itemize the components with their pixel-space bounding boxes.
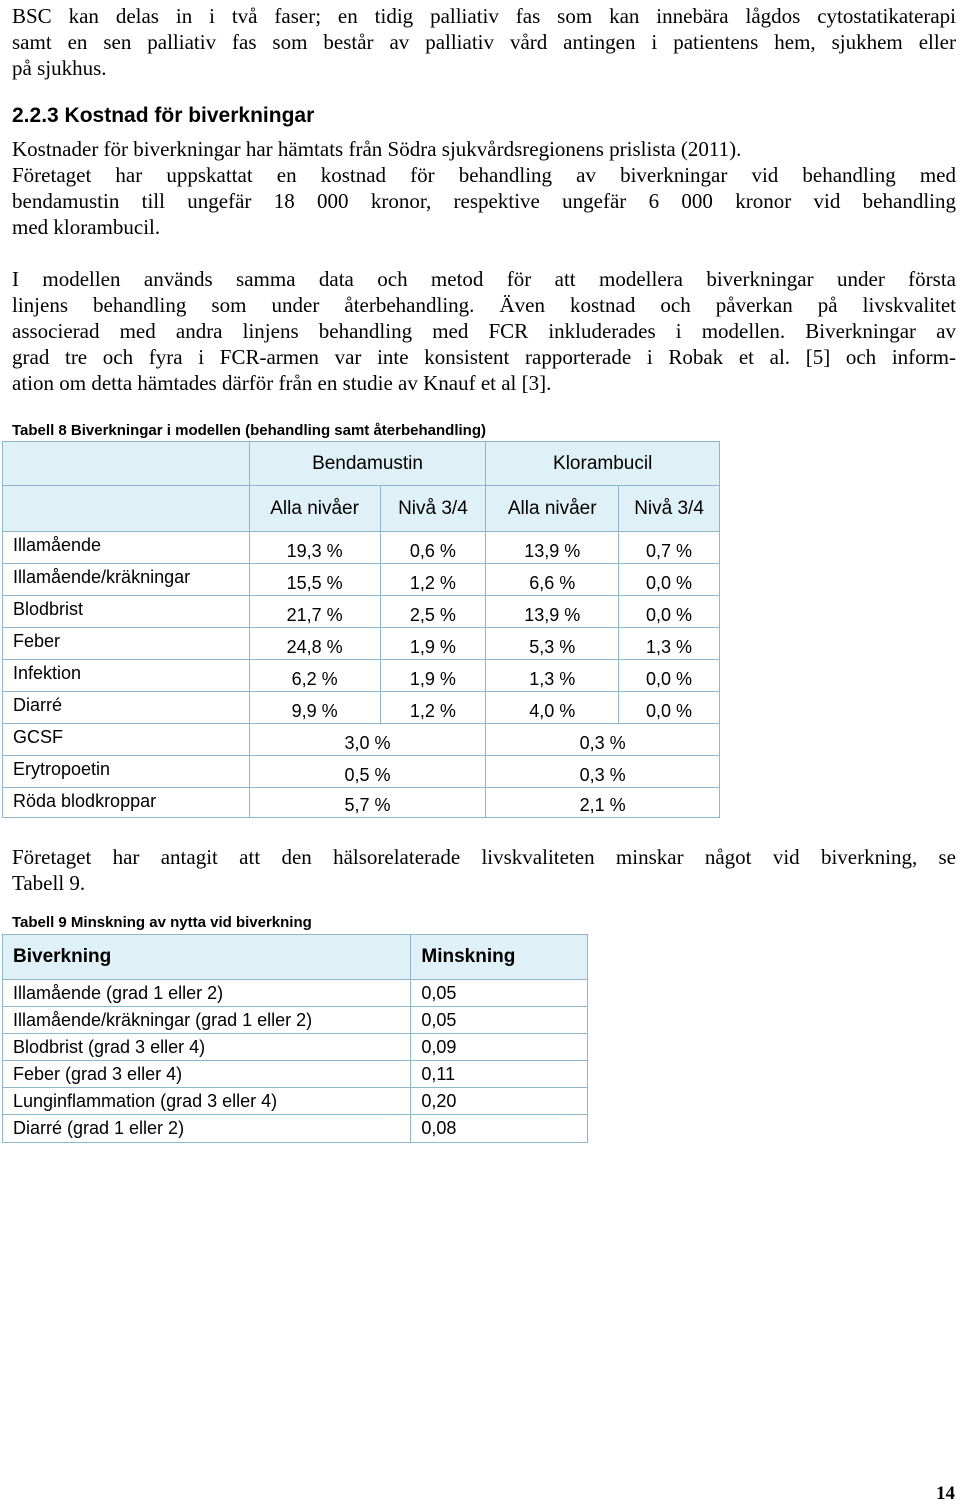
table-cell: 0,3 %	[486, 724, 720, 756]
text-line: ation om detta hämtades därför från en studie av Knauf et al [3].	[12, 371, 552, 395]
table8-corner-cell	[3, 442, 250, 486]
table-cell: 0,05	[411, 1007, 588, 1034]
table-cell: 15,5 %	[249, 564, 380, 596]
text-line: med klorambucil.	[12, 215, 161, 239]
cost-paragraph	[12, 136, 956, 240]
text-line: Tabell 9.	[12, 871, 86, 895]
table-cell: 1,9 %	[380, 660, 486, 692]
table-cell: 19,3 %	[249, 532, 380, 564]
table-row	[3, 980, 588, 1007]
text-line: I modellen används samma data och metod för att modellera biverkningar under första	[12, 267, 956, 291]
table-cell: 6,6 %	[486, 564, 619, 596]
table-row	[3, 724, 720, 756]
table8-group-header: Klorambucil	[486, 442, 720, 486]
row-label: Erytropoetin	[3, 756, 250, 788]
table-cell: 13,9 %	[486, 532, 619, 564]
table-cell: 21,7 %	[249, 596, 380, 628]
row-label: Lunginflammation (grad 3 eller 4)	[3, 1088, 411, 1115]
text-line: grad tre och fyra i FCR-armen var inte konsistent rapporterade i Robak et al. [5] och inform-	[12, 345, 956, 369]
row-label: Feber	[3, 628, 250, 660]
row-label: Illamående	[3, 532, 250, 564]
adverse-events-table	[2, 441, 720, 818]
table-row	[3, 756, 720, 788]
intro-paragraph	[12, 3, 956, 81]
table-cell: 1,3 %	[619, 628, 720, 660]
table-row	[3, 564, 720, 596]
table-cell: 0,3 %	[486, 756, 720, 788]
table-cell: 0,0 %	[619, 596, 720, 628]
table8-subheader-row	[3, 486, 720, 532]
table-cell: 4,0 %	[486, 692, 619, 724]
table-cell: 6,2 %	[249, 660, 380, 692]
table-cell: 0,0 %	[619, 660, 720, 692]
table-cell: 24,8 %	[249, 628, 380, 660]
table-cell: 0,08	[411, 1115, 588, 1143]
table-row	[3, 692, 720, 724]
table-cell: 5,7 %	[249, 788, 486, 818]
table8-subheader: Alla nivåer	[249, 486, 380, 532]
text-line: samt en sen palliativ fas som består av palliativ vård antingen i patientens hem, sjukhem eller	[12, 30, 956, 54]
row-label: Illamående/kräkningar	[3, 564, 250, 596]
table-row	[3, 532, 720, 564]
table8-group-header-row	[3, 442, 720, 486]
table8-subheader: Nivå 3/4	[380, 486, 486, 532]
table8-subheader: Nivå 3/4	[619, 486, 720, 532]
row-label: Diarré	[3, 692, 250, 724]
row-label: Röda blodkroppar	[3, 788, 250, 818]
table-cell: 2,1 %	[486, 788, 720, 818]
text-line: associerad med andra linjens behandling med FCR inkluderades i modellen. Biverkningar av	[12, 319, 956, 343]
row-label: Illamående (grad 1 eller 2)	[3, 980, 411, 1007]
column-header: Biverkning	[3, 935, 411, 980]
table-cell: 0,09	[411, 1034, 588, 1061]
model-paragraph	[12, 266, 956, 396]
section-heading: 2.2.3 Kostnad för biverkningar	[12, 104, 315, 127]
table-row	[3, 1115, 588, 1143]
table-cell: 1,9 %	[380, 628, 486, 660]
table8-subheader: Alla nivåer	[486, 486, 619, 532]
table-cell: 0,0 %	[619, 564, 720, 596]
row-label: Blodbrist (grad 3 eller 4)	[3, 1034, 411, 1061]
table-row	[3, 628, 720, 660]
table-cell: 0,6 %	[380, 532, 486, 564]
text-line: linjens behandling som under återbehandling. Även kostnad och påverkan på livskvalitet	[12, 293, 956, 317]
table-cell: 1,2 %	[380, 692, 486, 724]
row-label: Feber (grad 3 eller 4)	[3, 1061, 411, 1088]
table-cell: 1,3 %	[486, 660, 619, 692]
table-cell: 1,2 %	[380, 564, 486, 596]
table-cell: 3,0 %	[249, 724, 486, 756]
text-line: BSC kan delas in i två faser; en tidig palliativ fas som kan innebära lågdos cytostatikaterapi	[12, 4, 956, 28]
table-cell: 5,3 %	[486, 628, 619, 660]
table9-caption: Tabell 9 Minskning av nytta vid biverkning	[12, 914, 312, 931]
text-line: Företaget har antagit att den hälsorelaterade livskvaliteten minskar något vid biverkning, se	[12, 845, 956, 869]
table-cell: 2,5 %	[380, 596, 486, 628]
table8-caption: Tabell 8 Biverkningar i modellen (behandling samt återbehandling)	[12, 422, 486, 439]
row-label: Infektion	[3, 660, 250, 692]
column-header: Minskning	[411, 935, 588, 980]
row-label: Blodbrist	[3, 596, 250, 628]
table-row	[3, 1007, 588, 1034]
text-line: på sjukhus.	[12, 56, 107, 80]
table-row	[3, 788, 720, 818]
table-row	[3, 1088, 588, 1115]
text-line: Företaget har uppskattat en kostnad för behandling av biverkningar vid behandling med	[12, 163, 956, 187]
table-cell: 0,7 %	[619, 532, 720, 564]
text-line: bendamustin till ungefär 18 000 kronor, respektive ungefär 6 000 kronor vid behandling	[12, 189, 956, 213]
table8-corner-cell	[3, 486, 250, 532]
row-label: GCSF	[3, 724, 250, 756]
text-line: Kostnader för biverkningar har hämtats från Södra sjukvårdsregionens prislista (2011).	[12, 137, 742, 161]
table-cell: 0,05	[411, 980, 588, 1007]
utility-decrement-table	[2, 934, 588, 1143]
table-cell: 13,9 %	[486, 596, 619, 628]
table-cell: 9,9 %	[249, 692, 380, 724]
table-cell: 0,0 %	[619, 692, 720, 724]
table-cell: 0,5 %	[249, 756, 486, 788]
table-row	[3, 1034, 588, 1061]
table8-group-header: Bendamustin	[249, 442, 486, 486]
table-row	[3, 1061, 588, 1088]
table-cell: 0,11	[411, 1061, 588, 1088]
transition-paragraph	[12, 844, 956, 896]
row-label: Illamående/kräkningar (grad 1 eller 2)	[3, 1007, 411, 1034]
row-label: Diarré (grad 1 eller 2)	[3, 1115, 411, 1143]
table9-header-row	[3, 935, 588, 980]
table-row	[3, 660, 720, 692]
page-number: 14	[936, 1483, 955, 1504]
table-cell: 0,20	[411, 1088, 588, 1115]
table-row	[3, 596, 720, 628]
